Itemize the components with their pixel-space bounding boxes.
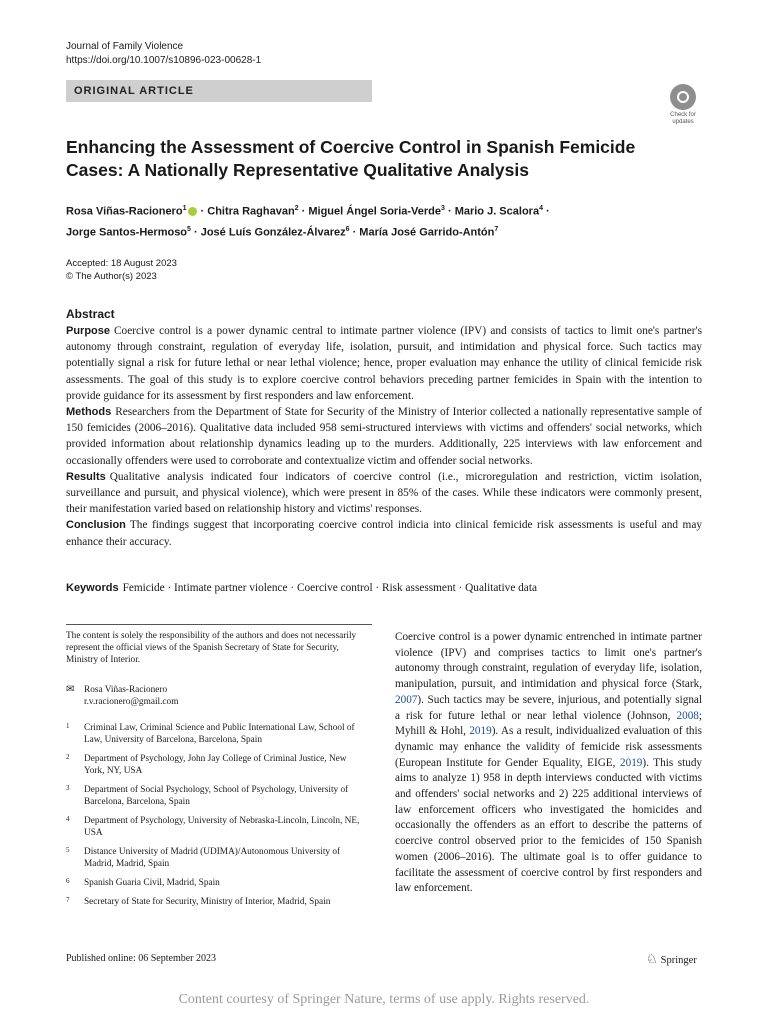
citation-link[interactable]: 2019 [620,756,643,769]
affiliation-text: Department of Social Psychology, School of Psychology, University of Barcelona, Barcelona, Spain [84,785,349,807]
check-updates-label: Check for updates [670,112,696,125]
author-affiliation-ref[interactable]: 2 [294,205,299,212]
affiliation-list [66,722,366,915]
check-for-updates-button[interactable] [664,84,702,126]
purpose-text: Coercive control is a power dynamic central to intimate partner violence (IPV) and consists of tactics to limit one's partner's autonomy through constraint, regulation of everyday life, isolation, pursuit, and intimidation and physical force. Such tactics may potentially signal a risk for future lethal or near lethal violence; hence, proper evaluation may enhance the utility of clinical femicide risk assessments. The goal of this study is to explore coercive control behaviors preceding partner femicides in Spain with the intention to provide guidance for its assessment by first responders and law enforcement. [66,325,702,402]
check-updates-icon [670,84,696,110]
copyright-line: © The Author(s) 2023 [66,271,157,282]
abstract-conclusion [66,517,702,549]
body-text-run: Coercive control is a power dynamic entrenched in intimate partner violence (IPV) and comprises tactics to limit one's partner's autonomy through constraint, regulation of everyday life, isolation, manipulation, pursuit, and intimidation and physical force (Stark, [395,631,702,691]
abstract-methods [66,404,702,469]
keywords-section [66,582,702,594]
article-dates [66,257,177,283]
introduction-paragraph [395,630,702,897]
author-name[interactable]: Chitra Raghavan [207,205,295,218]
keywords-label: Keywords [66,582,119,594]
affiliation-item [66,846,366,870]
citation-link[interactable]: 2019 [469,725,492,738]
affiliation-item [66,722,366,746]
author-name[interactable]: Jorge Santos-Hermoso [66,226,188,239]
springer-horse-icon: ♘ [646,951,658,966]
methods-label: Methods [66,406,112,419]
corresponding-author [66,684,366,708]
results-label: Results [66,470,106,483]
results-text: Qualitative analysis indicated four indicators of coercive control (i.e., microregulation and restriction, victim isolation, surveillance and pursuit, and physical violence), which were present in 85% of the cases. While these indicators were commonly present, their manifestation varied based on relationship history and victims' responses. [66,470,702,516]
purpose-label: Purpose [66,325,111,337]
disclaimer-note: The content is solely the responsibility of the authors and does not necessarily represent the official views of the Spanish Secretary of State for Security, Ministry of Interior. [66,631,357,665]
methods-text: Researchers from the Department of State for Security of the Ministry of Interior collected a nationally representative sample of 150 femicides (2006–2016). Qualitative data included 958 semi-structured interviews with victims and offenders' social networks, which provided information about relationship dynamics leading up to the murders. Additionally, 225 interviews with law enforcement and occasionally offenders were used to corroborate and contextualize victim and offender social networks. [66,406,702,467]
abstract-heading: Abstract [66,307,115,321]
affiliation-number: 1 [66,722,70,730]
journal-header [66,40,261,68]
envelope-icon: ✉ [66,684,75,695]
affiliation-number: 7 [66,896,70,904]
conclusion-text: The findings suggest that incorporating coercive control indicia into clinical femicide risk assessments is useful and may enhance their accuracy. [66,519,702,548]
keywords-text: Femicide · Intimate partner violence · Coercive control · Risk assessment · Qualitative data [122,582,537,594]
publisher-logo [646,951,697,967]
affiliation-number: 2 [66,753,70,761]
body-text-run: ). This study aims to analyze 1) 958 in depth interviews conducted with victims and offenders' social networks and 2) 225 additional interviews of law enforcement officers who investigated the homicides and occasionally the offenders as an effort to describe the patterns of coercive control observed prior to the femicides of 150 Spanish women (2006–2016). The ultimate goal is to offer guidance to facilitate the assessment of coercive control by first responders and law enforcement. [395,756,703,895]
accepted-date: Accepted: 18 August 2023 [66,258,177,269]
author-affiliation-ref[interactable]: 1 [182,205,187,212]
affiliation-number: 3 [66,784,70,792]
affiliation-text: Department of Psychology, John Jay College of Criminal Justice, New York, NY, USA [84,754,347,776]
abstract-section [66,306,702,550]
body-text-run: ; Myhill & Hohl, [395,709,702,738]
affiliation-text: Criminal Law, Criminal Science and Public International Law, School of Law, University of Barcelona, Barcelona, Spain [84,723,355,745]
author-affiliation-ref[interactable]: 4 [539,205,543,212]
affiliation-text: Department of Psychology, University of Nebraska-Lincoln, Lincoln, NE, USA [84,816,360,838]
author-name[interactable]: Mario J. Scalora [454,205,540,218]
author-name[interactable]: María José Garrido-Antón [359,226,495,239]
orcid-icon[interactable] [188,207,197,216]
author-name[interactable]: Rosa Viñas-Racionero [66,205,183,218]
affiliation-item [66,877,366,889]
conclusion-label: Conclusion [66,519,126,532]
affiliation-number: 5 [66,846,70,854]
affiliation-text: Distance University of Madrid (UDIMA)/Autonomous University of Madrid, Madrid, Spain [84,847,341,869]
citation-link[interactable]: 2007 [395,693,418,706]
affiliation-text: Spanish Guaria Civil, Madrid, Spain [84,878,220,888]
affiliation-item [66,896,366,908]
author-list: Rosa Viñas-Racionero$^1$ · Chitra Raghavan$^2$ · Miguel Ángel Soria-Verde$^3$ · Mario J. Scalora$^4$ · Jorge Santos-Hermoso$^5$ · José Luís González-Álvarez$^6$ · María José Garrido-Antón$^7$ [66,205,550,239]
corresponding-name: Rosa Viñas-Racionero [84,685,168,695]
affiliation-number: 4 [66,815,70,823]
author-affiliation-ref[interactable]: 7 [494,225,499,233]
author-name[interactable]: José Luís González-Álvarez [200,226,346,239]
affiliation-item [66,784,366,808]
affiliation-number: 6 [66,877,70,885]
article-type-label: ORIGINAL ARTICLE [66,80,372,102]
author-name[interactable]: Miguel Ángel Soria-Verde [308,205,441,218]
affiliation-item [66,753,366,777]
doi-link[interactable]: https://doi.org/10.1007/s10896-023-00628-1 [66,55,262,66]
author-affiliation-ref[interactable]: 6 [345,225,350,233]
body-text-run: ). As a result, individualized evaluation of this dynamic may enhance the validity of femicide risk assessments (European Institute for Gender Equality, EIGE, [395,725,702,769]
published-date: Published online: 06 September 2023 [66,953,216,964]
article-title: Enhancing the Assessment of Coercive Control in Spanish Femicide Cases: A Nationally Representative Qualitative Analysis [66,137,636,180]
citation-link[interactable]: 2008 [676,709,699,722]
journal-name: Journal of Family Violence [66,41,184,52]
affiliation-item [66,815,366,839]
courtesy-notice: Content courtesy of Springer Nature, terms of use apply. Rights reserved. [178,992,590,1007]
abstract-purpose [66,323,702,404]
author-affiliation-ref[interactable]: 3 [441,205,445,212]
abstract-results [66,469,702,518]
footnote-divider [66,624,372,625]
corresponding-email[interactable]: r.v.racionero@gmail.com [84,697,179,707]
body-text-run: ). Such tactics may be severe, injurious, and potentially signal a risk for future lethal or near lethal violence (Johnson, [395,693,702,722]
author-affiliation-ref[interactable]: 5 [187,225,191,233]
publisher-name: Springer [660,955,697,966]
affiliation-text: Secretary of State for Security, Ministry of Interior, Madrid, Spain [84,897,331,907]
